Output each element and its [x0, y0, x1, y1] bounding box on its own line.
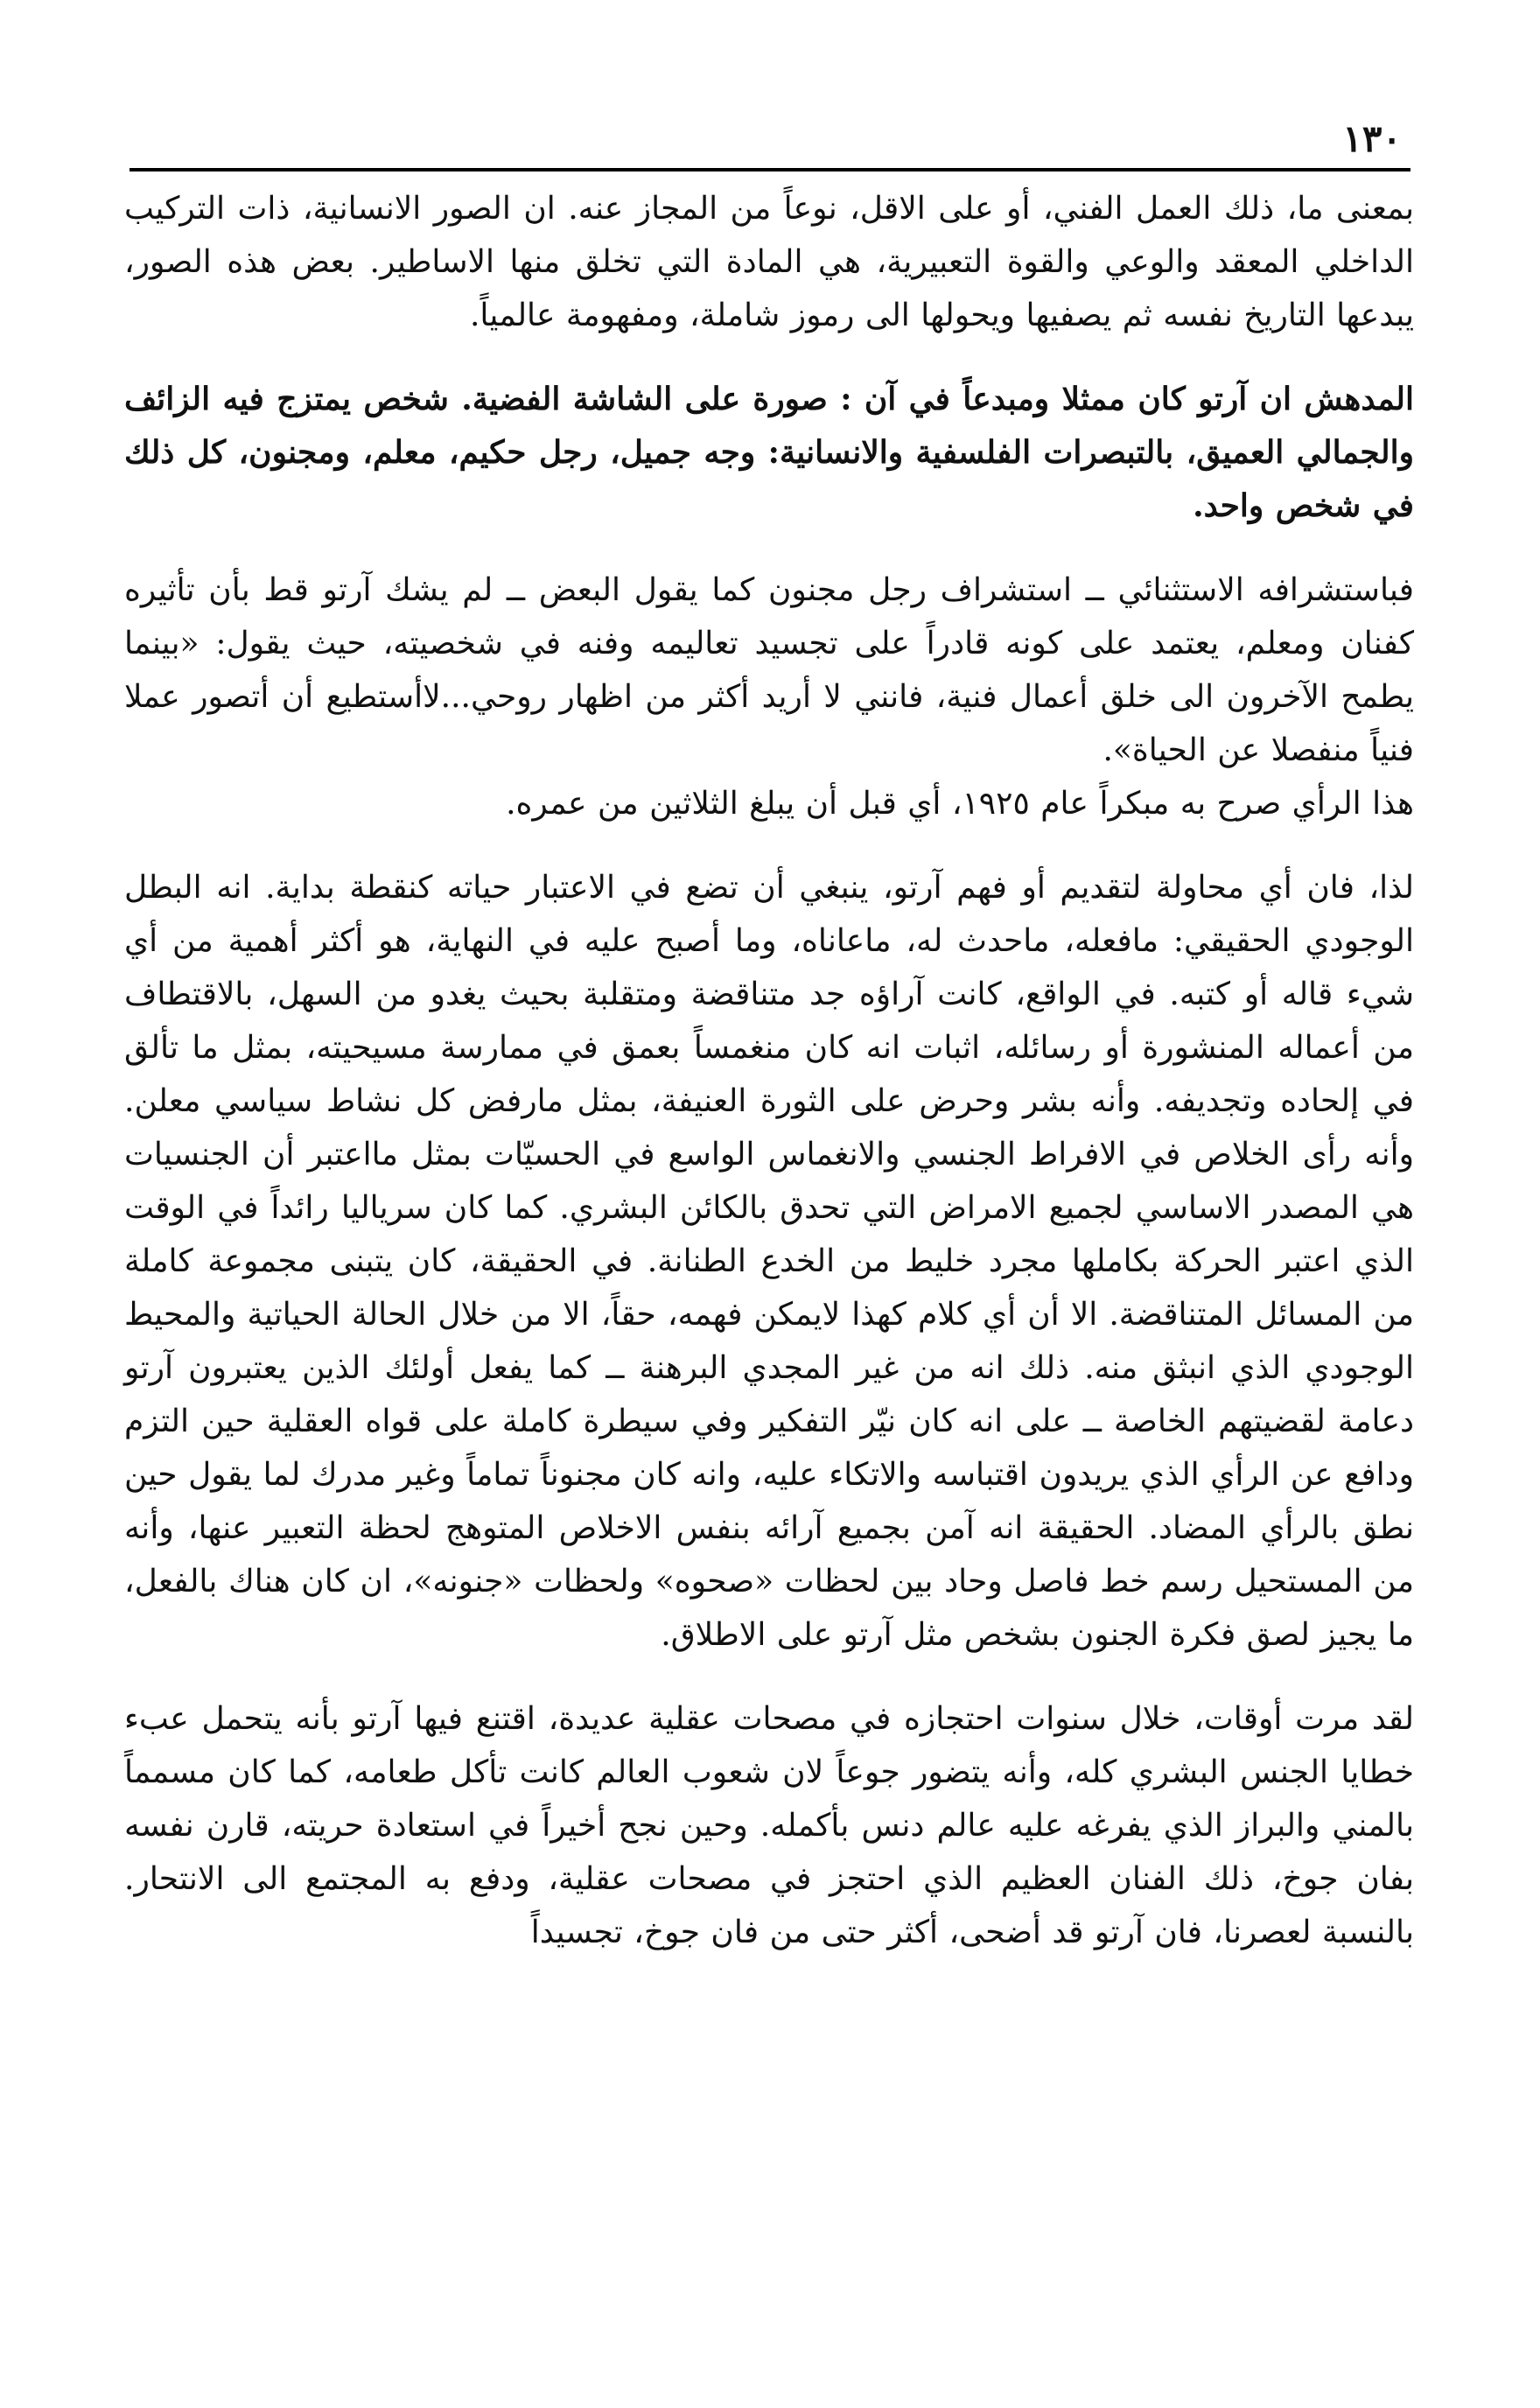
paragraph-6: لقد مرت أوقات، خلال سنوات احتجازه في مصحات عقلية عديدة، اقتنع فيها آرتو بأنه يتحمل عبء خطايا الجنس البشري كله، وأنه يتضور جوعاً لان شعوب العالم كانت تأكل طعامه، كما كان مسمماً بالمني والبراز الذي يفرغه عليه عالم دنس بأكمله. وحين نجح أخيراً في استعادة حريته، قارن نفسه بفان جوخ، ذلك الفنان العظيم الذي احتجز في مصحات عقلية، ودفع به المجتمع الى الانتحار. بالنسبة لعصرنا، فان آرتو قد أضحى، أكثر حتى من فان جوخ، تجسيداً [124, 1701, 1414, 1950]
paragraph-5: لذا، فان أي محاولة لتقديم أو فهم آرتو، ينبغي أن تضع في الاعتبار حياته كنقطة بداية. انه البطل الوجودي الحقيقي: مافعله، ماحدث له، ماعاناه، وما أصبح عليه في النهاية، هو أكثر أهمية من أي شيء قاله أو كتبه. في الواقع، كانت آراؤه جد متناقضة ومتقلبة بحيث يغدو من السهل، بالاقتطاف من أعماله المنشورة أو رسائله، اثبات انه كان منغمساً بعمق في ممارسة مسيحيته، بمثل ما تألق في إلحاده وتجديفه. وأنه بشر وحرض على الثورة العنيفة، بمثل مارفض كل نشاط سياسي معلن. وأنه رأى الخلاص في الافراط الجنسي والانغماس الواسع في الحسيّات بمثل مااعتبر أن الجنسيات هي المصدر الاساسي لجميع الامراض التي تحدق بالكائن البشري. كما كان سرياليا رائداً في الوقت الذي اعتبر الحركة بكاملها مجرد خليط من الخدع الطنانة. في الحقيقة، كان يتبنى مجموعة كاملة من المسائل المتناقضة. الا أن أي كلام كهذا لايمكن فهمه، حقاً، الا من خلال الحالة الحياتية والمحيط الوجودي الذي انبثق منه. ذلك انه من غير المجدي البرهنة ــ كما يفعل أولئك الذين يعتبرون آرتو دعامة لقضيتهم الخاصة ــ على انه كان نيّر التفكير وفي سيطرة كاملة على قواه العقلية حين التزم ودافع عن الرأي الذي يريدون اقتباسه والاتكاء عليه، وانه كان مجنوناً تماماً وغير مدرك لما يقول حين نطق بالرأي المضاد. الحقيقة انه آمن بجميع آرائه بنفس الاخلاص المتوهج لحظة التعبير عنها، وأنه من المستحيل رسم خط فاصل وحاد بين لحظات «صحوه» ولحظات «جنونه»، ان كان هناك بالفعل، ما يجيز لصق فكرة الجنون بشخص مثل آرتو على الاطلاق. [124, 870, 1414, 1653]
page-number: ١٣٠ [1342, 117, 1402, 160]
header-rule [130, 168, 1410, 172]
paragraph-3: فباستشرافه الاستثنائي ــ استشراف رجل مجنون كما يقول البعض ــ لم يشك آرتو قط بأن تأثيره كفنان ومعلم، يعتمد على كونه قادراً على تجسيد تعاليمه وفنه في شخصيته، حيث يقول: «بينما يطمح الآخرون الى خلق أعمال فنية، فانني لا أريد أكثر من اظهار روحي...لاأستطيع أن أتصور عملا فنياً منفصلا عن الحياة». [124, 572, 1414, 768]
paragraph-2: المدهش ان آرتو كان ممثلا ومبدعاً في آن : صورة على الشاشة الفضية. شخص يمتزج فيه الزائف والجمالي العميق، بالتبصرات الفلسفية والانسانية: وجه جميل، رجل حكيم، معلم، ومجنون، كل ذلك في شخص واحد. [124, 381, 1414, 524]
paragraph-4: هذا الرأي صرح به مبكراً عام ١٩٢٥، أي قبل أن يبلغ الثلاثين من عمره. [506, 786, 1414, 822]
paragraph-1: بمعنى ما، ذلك العمل الفني، أو على الاقل، نوعاً من المجاز عنه. ان الصور الانسانية، ذات التركيب الداخلي المعقد والوعي والقوة التعبيرية، هي المادة التي تخلق منها الاساطير. بعض هذه الصور، يبدعها التاريخ نفسه ثم يصفيها ويحولها الى رموز شاملة، ومفهومة عالمياً. [124, 191, 1414, 333]
page-content [124, 182, 1414, 1959]
